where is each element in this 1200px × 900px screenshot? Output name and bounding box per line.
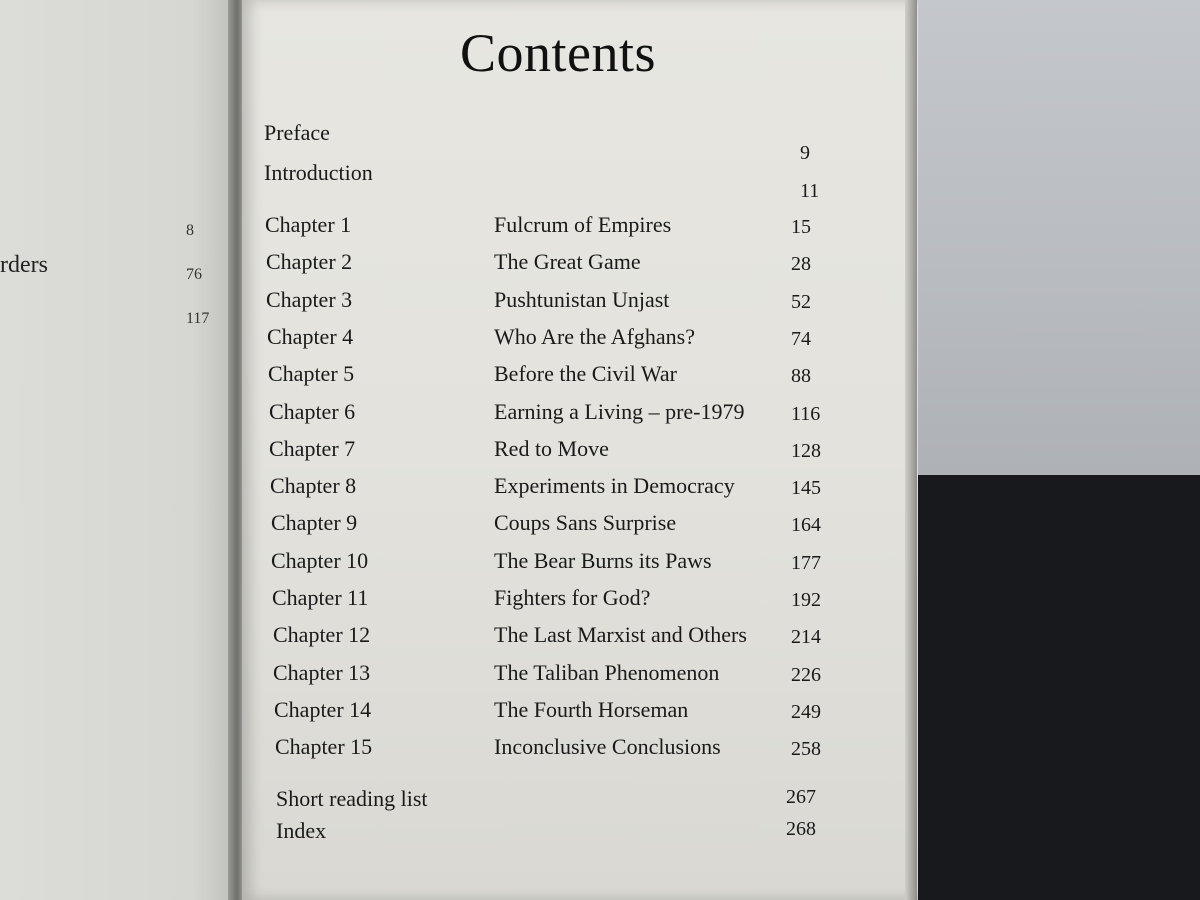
back-matter-page: 268 [786, 818, 816, 840]
front-matter-row [0, 160, 1200, 202]
chapter-page: 15 [791, 216, 811, 238]
chapter-number: Chapter 1 [265, 212, 352, 237]
chapter-number: Chapter 11 [272, 585, 369, 610]
chapter-row [0, 622, 1200, 652]
chapter-number: Chapter 15 [275, 734, 373, 759]
chapter-row [0, 510, 1200, 540]
chapter-number: Chapter 2 [266, 249, 353, 274]
chapter-page: 192 [791, 589, 821, 611]
chapter-title: Fighters for God? [494, 585, 651, 610]
chapter-title: The Bear Burns its Paws [494, 548, 712, 573]
chapter-title: Experiments in Democracy [494, 473, 735, 498]
chapter-row [0, 585, 1200, 615]
chapter-number: Chapter 8 [270, 473, 357, 498]
chapter-page: 74 [791, 328, 811, 350]
chapter-title: Pushtunistan Unjast [494, 287, 670, 312]
chapter-row [0, 212, 1200, 242]
chapter-title: Who Are the Afghans? [494, 324, 695, 349]
chapter-title: Before the Civil War [494, 361, 677, 386]
left-page-number: 8 [186, 222, 194, 239]
chapter-number: Chapter 7 [269, 436, 356, 461]
chapter-page: 214 [791, 626, 821, 648]
chapter-page: 145 [791, 477, 821, 499]
chapter-number: Chapter 3 [266, 287, 353, 312]
back-matter-row [0, 818, 1200, 848]
back-matter-label: Short reading list [276, 786, 428, 811]
chapter-title: Fulcrum of Empires [494, 212, 672, 237]
chapter-page: 249 [791, 701, 821, 723]
chapter-title: The Last Marxist and Others [494, 622, 747, 647]
front-matter-label: Introduction [264, 160, 373, 185]
chapter-number: Chapter 13 [273, 660, 371, 685]
chapter-title: Red to Move [494, 436, 609, 461]
chapter-title: The Fourth Horseman [494, 697, 689, 722]
chapter-page: 28 [791, 253, 811, 275]
front-matter-page: 11 [800, 180, 820, 202]
chapter-page: 88 [791, 365, 811, 387]
chapter-row [0, 734, 1200, 764]
chapter-number: Chapter 10 [271, 548, 369, 573]
chapter-row [0, 548, 1200, 578]
page-title: Contents [460, 23, 657, 83]
chapter-row [0, 287, 1200, 317]
back-matter-row [0, 786, 1200, 816]
chapter-number: Chapter 9 [271, 510, 358, 535]
chapter-row [0, 436, 1200, 466]
left-page-number: 76 [186, 266, 202, 283]
chapter-row [0, 249, 1200, 279]
chapter-page: 258 [791, 738, 821, 760]
chapter-page: 52 [791, 291, 811, 313]
chapter-row [0, 660, 1200, 690]
back-matter-page: 267 [786, 786, 816, 808]
chapter-number: Chapter 6 [269, 399, 356, 424]
back-matter-label: Index [276, 818, 327, 843]
chapter-number: Chapter 14 [274, 697, 372, 722]
chapter-page: 164 [791, 514, 821, 536]
chapter-title: Coups Sans Surprise [494, 510, 677, 535]
chapter-number: Chapter 12 [273, 622, 371, 647]
left-page-number: 117 [186, 310, 210, 327]
chapter-page: 177 [791, 552, 821, 574]
chapter-title: Earning a Living – pre-1979 [494, 399, 745, 424]
chapter-row [0, 473, 1200, 503]
front-matter-label: Preface [264, 120, 330, 145]
chapter-title: Inconclusive Conclusions [494, 734, 721, 759]
chapter-page: 116 [791, 403, 821, 425]
chapter-row [0, 361, 1200, 391]
front-matter-row [0, 120, 1200, 164]
front-matter-page: 9 [800, 142, 810, 164]
chapter-row [0, 697, 1200, 727]
chapter-row [0, 399, 1200, 429]
chapter-row [0, 324, 1200, 354]
chapter-title: The Taliban Phenomenon [494, 660, 720, 685]
chapter-title: The Great Game [494, 249, 641, 274]
chapter-number: Chapter 4 [267, 324, 354, 349]
left-page-text-fragment: rders [0, 252, 48, 278]
chapter-number: Chapter 5 [268, 361, 355, 386]
chapter-page: 226 [791, 664, 821, 686]
chapter-page: 128 [791, 440, 821, 462]
